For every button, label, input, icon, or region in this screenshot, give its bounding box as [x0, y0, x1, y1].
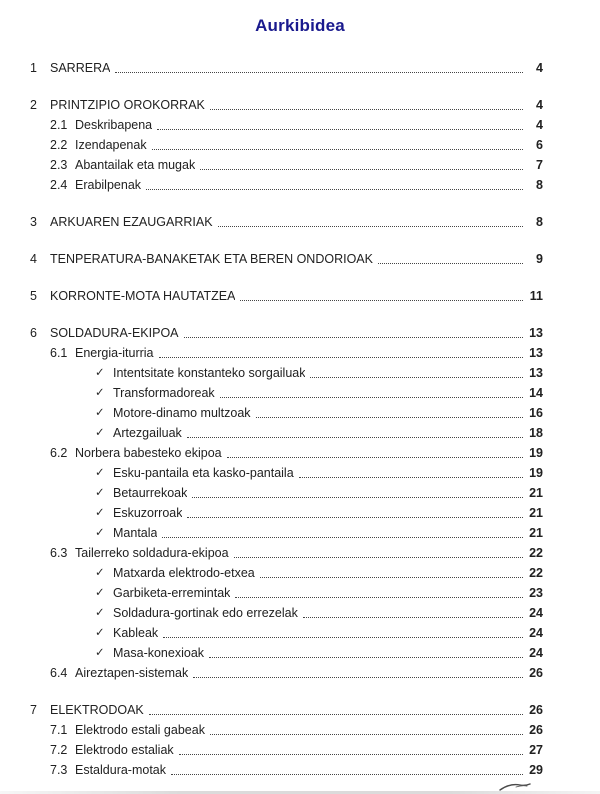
toc-entry-label: Eskuzorroak — [113, 506, 183, 520]
toc-entry-page: 13 — [529, 346, 543, 360]
dot-leader — [188, 663, 527, 683]
toc-entry-page: 13 — [529, 366, 543, 380]
toc-entry[interactable] — [30, 363, 543, 383]
toc-entry-number: 6.4 — [50, 666, 68, 680]
toc-entry[interactable] — [30, 423, 543, 443]
toc-entry-number: 6 — [30, 326, 37, 340]
toc-entry[interactable] — [30, 643, 543, 663]
checkmark-icon: ✓ — [95, 367, 105, 379]
toc-entry-label: SOLDADURA-EKIPOA — [50, 326, 179, 340]
toc-entry[interactable] — [30, 135, 543, 155]
dot-leader — [182, 423, 527, 443]
toc-entry-number: 3 — [30, 215, 37, 229]
toc-entry[interactable] — [30, 740, 543, 760]
toc-entry-number: 2.2 — [50, 138, 68, 152]
dot-leader — [110, 58, 527, 78]
dot-leader — [213, 212, 527, 232]
toc-entry-page: 6 — [536, 138, 543, 152]
toc-entry-page: 19 — [529, 466, 543, 480]
toc-entry[interactable] — [30, 720, 543, 740]
toc-entry-page: 27 — [529, 743, 543, 757]
toc-entry-label: Elektrodo estaliak — [75, 743, 174, 757]
toc-entry-label: Tailerreko soldadura-ekipoa — [75, 546, 229, 560]
toc-entry-label: Erabilpenak — [75, 178, 142, 192]
toc-entry-page: 8 — [536, 178, 543, 192]
toc-entry-label: ARKUAREN EZAUGARRIAK — [50, 215, 213, 229]
toc-entry[interactable] — [30, 563, 543, 583]
toc-entry-page: 4 — [536, 118, 543, 132]
toc-entry-number: 2.1 — [50, 118, 68, 132]
toc-entry-label: ELEKTRODOAK — [50, 703, 144, 717]
toc-entry-page: 26 — [529, 666, 543, 680]
toc-entry-page: 23 — [529, 586, 543, 600]
toc-entry[interactable] — [30, 663, 543, 683]
toc-entry[interactable] — [30, 286, 543, 306]
dot-leader — [305, 363, 527, 383]
toc-entry[interactable] — [30, 543, 543, 563]
toc-entry-number: 2 — [30, 98, 37, 112]
toc-entry-page: 9 — [536, 252, 543, 266]
toc-entry-label: Estaldura-motak — [75, 763, 167, 777]
toc-entry-page: 18 — [529, 426, 543, 440]
toc-entry-label: Izendapenak — [75, 138, 147, 152]
toc-entry-page: 24 — [529, 646, 543, 660]
dot-leader — [147, 135, 527, 155]
toc-entry-page: 13 — [529, 326, 543, 340]
dot-leader — [251, 403, 527, 423]
toc-entry-number: 7 — [30, 703, 37, 717]
toc-entry-number: 7.2 — [50, 743, 68, 757]
toc-entry[interactable] — [30, 155, 543, 175]
toc-entry-number: 6.1 — [50, 346, 68, 360]
checkmark-icon: ✓ — [95, 507, 105, 519]
dot-leader — [229, 543, 527, 563]
dot-leader — [187, 483, 527, 503]
page-title: Aurkibidea — [255, 16, 345, 35]
toc-entry-page: 19 — [529, 446, 543, 460]
toc-entry-number: 6.3 — [50, 546, 68, 560]
toc-entry-label: Transformadoreak — [113, 386, 215, 400]
toc-entry-label: Garbiketa-erremintak — [113, 586, 231, 600]
toc-entry-label: Matxarda elektrodo-etxea — [113, 566, 255, 580]
toc-entry-label: Kableak — [113, 626, 159, 640]
checkmark-icon: ✓ — [95, 607, 105, 619]
checkmark-icon: ✓ — [95, 407, 105, 419]
toc-entry[interactable] — [30, 700, 543, 720]
toc-entry-label: PRINTZIPIO OROKORRAK — [50, 98, 205, 112]
toc-entry[interactable] — [30, 95, 543, 115]
dot-leader — [179, 323, 527, 343]
dot-leader — [174, 740, 527, 760]
toc-entry-page: 24 — [529, 606, 543, 620]
toc-entry[interactable] — [30, 583, 543, 603]
toc-entry-label: Elektrodo estali gabeak — [75, 723, 205, 737]
toc-entry-page: 4 — [536, 61, 543, 75]
dot-leader — [182, 503, 527, 523]
dot-leader — [195, 155, 527, 175]
toc-entry-number: 2.3 — [50, 158, 68, 172]
toc-entry[interactable] — [30, 623, 543, 643]
dot-leader — [222, 443, 527, 463]
toc-entry-page: 26 — [529, 723, 543, 737]
checkmark-icon: ✓ — [95, 567, 105, 579]
toc-entry-page: 16 — [529, 406, 543, 420]
checkmark-icon: ✓ — [95, 427, 105, 439]
toc-entry-page: 21 — [529, 526, 543, 540]
checkmark-icon: ✓ — [95, 467, 105, 479]
toc-entry-page: 22 — [529, 546, 543, 560]
toc-entry-label: TENPERATURA-BANAKETAK ETA BEREN ONDORIOAK — [50, 252, 373, 266]
toc-entry[interactable] — [30, 463, 543, 483]
dot-leader — [215, 383, 527, 403]
dot-leader — [157, 523, 527, 543]
toc-entry-label: Motore-dinamo multzoak — [113, 406, 251, 420]
toc-entry-label: Betaurrekoak — [113, 486, 188, 500]
toc-entry-label: Soldadura-gortinak edo errezelak — [113, 606, 298, 620]
checkmark-icon: ✓ — [95, 527, 105, 539]
toc-entry-number: 1 — [30, 61, 37, 75]
toc-entry-label: Energia-iturria — [75, 346, 154, 360]
checkmark-icon: ✓ — [95, 487, 105, 499]
dot-leader — [158, 623, 527, 643]
dot-leader — [373, 249, 527, 269]
checkmark-icon: ✓ — [95, 587, 105, 599]
toc-entry[interactable] — [30, 343, 543, 363]
toc-entry[interactable] — [30, 383, 543, 403]
toc-entry[interactable] — [30, 115, 543, 135]
toc-entry-label: Masa-konexioak — [113, 646, 205, 660]
toc-entry-page: 26 — [529, 703, 543, 717]
dot-leader — [144, 700, 527, 720]
dot-leader — [204, 643, 527, 663]
checkmark-icon: ✓ — [95, 647, 105, 659]
dot-leader — [205, 720, 527, 740]
toc-entry-label: Artezgailuak — [113, 426, 182, 440]
dot-leader — [154, 343, 527, 363]
toc-entry[interactable] — [30, 323, 543, 343]
dot-leader — [294, 463, 527, 483]
checkmark-icon: ✓ — [95, 627, 105, 639]
toc-entry-label: SARRERA — [50, 61, 111, 75]
toc-entry[interactable] — [30, 483, 543, 503]
toc-entry[interactable] — [30, 503, 543, 523]
dot-leader — [235, 286, 527, 306]
dot-leader — [298, 603, 527, 623]
toc-entry-page: 22 — [529, 566, 543, 580]
toc-entry-number: 5 — [30, 289, 37, 303]
toc-entry[interactable] — [30, 603, 543, 623]
toc-entry-number: 4 — [30, 252, 37, 266]
toc-entry-page: 4 — [536, 98, 543, 112]
toc-entry-number: 6.2 — [50, 446, 68, 460]
toc-entry[interactable] — [30, 212, 543, 232]
toc-entry-label: KORRONTE-MOTA HAUTATZEA — [50, 289, 236, 303]
checkmark-icon: ✓ — [95, 387, 105, 399]
toc-entry-page: 29 — [529, 763, 543, 777]
toc-entry-page: 21 — [529, 486, 543, 500]
toc-entry-page: 7 — [536, 158, 543, 172]
dot-leader — [166, 760, 527, 780]
toc-entry[interactable] — [30, 403, 543, 423]
toc-entry-label: Intentsitate konstanteko sorgailuak — [113, 366, 306, 380]
toc-entry-page: 11 — [529, 289, 543, 303]
toc-entry[interactable] — [30, 760, 543, 780]
toc-entry-page: 8 — [536, 215, 543, 229]
dot-leader — [152, 115, 527, 135]
dot-leader — [230, 583, 527, 603]
toc-entry-page: 24 — [529, 626, 543, 640]
toc-entry-label: Norbera babesteko ekipoa — [75, 446, 222, 460]
toc-entry[interactable] — [30, 58, 543, 78]
toc-entry-page: 21 — [529, 506, 543, 520]
dot-leader — [205, 95, 527, 115]
toc-entry-label: Aireztapen-sistemak — [75, 666, 189, 680]
dot-leader — [255, 563, 527, 583]
toc-entry-label: Deskribapena — [75, 118, 153, 132]
toc-entry[interactable] — [30, 249, 543, 269]
toc-entry[interactable] — [30, 523, 543, 543]
toc-entry-label: Mantala — [113, 526, 158, 540]
toc-entry-label: Esku-pantaila eta kasko-pantaila — [113, 466, 294, 480]
toc-entry-number: 2.4 — [50, 178, 68, 192]
toc-list — [30, 58, 543, 780]
toc-entry-label: Abantailak eta mugak — [75, 158, 196, 172]
toc-entry-number: 7.1 — [50, 723, 68, 737]
toc-entry[interactable] — [30, 443, 543, 463]
dot-leader — [141, 175, 527, 195]
toc-entry[interactable] — [30, 175, 543, 195]
toc-entry-number: 7.3 — [50, 763, 68, 777]
toc-entry-page: 14 — [529, 386, 543, 400]
